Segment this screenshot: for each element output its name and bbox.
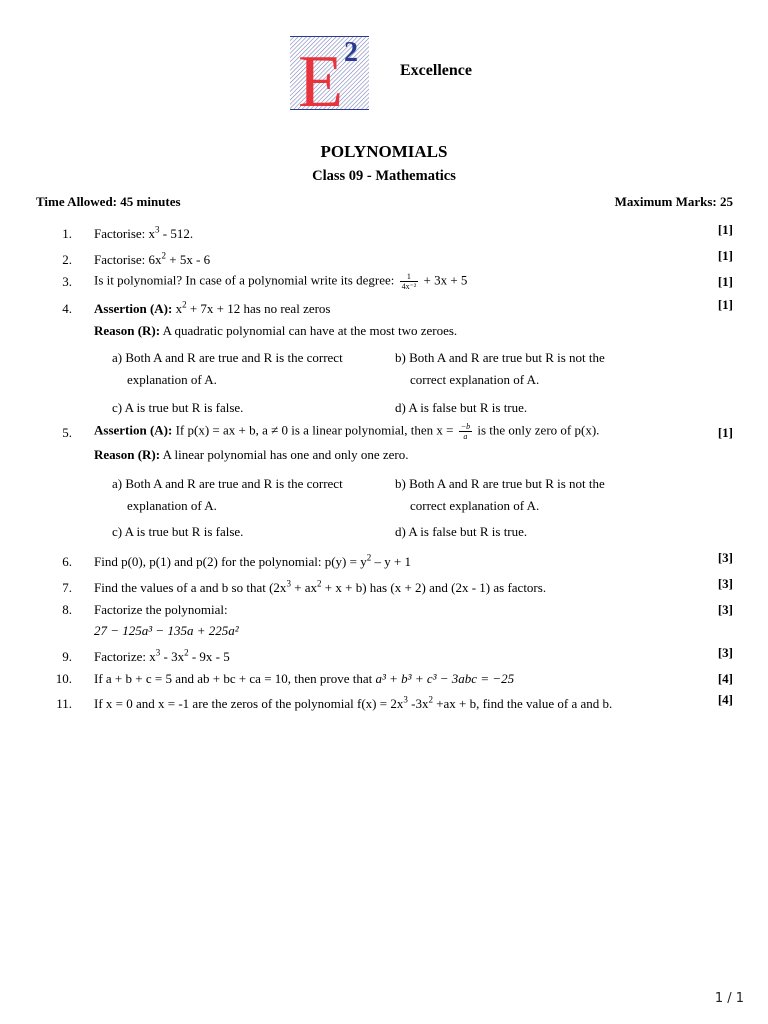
- fraction: $\frac{1}{\text{4x⁻²}}$: [401, 272, 417, 291]
- option-d: d) A is false but R is true.: [395, 524, 528, 539]
- reason-text: Reason (R): A quadratic polynomial can have at the most two zeroes.: [94, 323, 458, 338]
- question-text: Factorise: $x^3 - 512$.: [94, 224, 194, 241]
- page-title: POLYNOMIALS: [320, 142, 448, 161]
- question-marks: [3]: [717, 550, 733, 565]
- option-b: b) Both A and R are true but R is not the correct explanation of A.: [395, 350, 605, 387]
- question-text: Find p(0), p(1) and p(2) for the polynomial: $p(y) = y^2 - y + 1$: [94, 552, 412, 569]
- question-number: 7.: [62, 580, 72, 595]
- math-expression: 27 − 125a³ − 135a + 225a²: [94, 623, 239, 638]
- option-b: b) Both A and R are true but R is not the correct explanation of A.: [395, 476, 605, 513]
- logo-superscript: 2: [344, 37, 358, 68]
- reason-text: Reason (R): A linear polynomial has one and only one zero.: [94, 447, 409, 462]
- question-number: 1.: [62, 226, 72, 241]
- question-marks: [1]: [717, 274, 733, 289]
- question-number: 3.: [62, 274, 72, 289]
- maximum-marks: Maximum Marks: 25: [614, 194, 733, 209]
- option-c: c) A is true but R is false.: [112, 400, 244, 415]
- option-a: a) Both A and R are true and R is the correct explanation of A.: [112, 476, 343, 513]
- question-marks: [4]: [717, 692, 733, 707]
- question-text: Is it polynomial? In case of a polynomial write its degree: $\frac{1}{\text{4x⁻²}}$ + 3x + 5: [94, 272, 468, 291]
- question-text: If x = 0 and x = -1 are the zeros of the polynomial $f(x) = 2x^3$ $-3x^2 +ax + b$, find the value of a and b.: [94, 694, 613, 711]
- question-text: Factorize: $x^3 - 3x^2 - 9x - 5$: [94, 647, 230, 664]
- question-number: 5.: [62, 425, 72, 440]
- page-subtitle: Class 09 - Mathematics: [312, 168, 456, 184]
- question-marks: [4]: [717, 671, 733, 686]
- fraction: $\frac{-b}{a}$: [460, 422, 471, 441]
- page-indicator: 1 / 1: [714, 991, 744, 1006]
- question-marks: [1]: [717, 248, 733, 263]
- logo-letter: E: [298, 41, 344, 110]
- question-number: 8.: [62, 602, 72, 617]
- question-text: Find the values of a and b so that $(2x^3 + ax^2 + x + b)$ has (x + 2) and (2x - 1) as factors.: [94, 578, 547, 595]
- question-number: 6.: [62, 554, 72, 569]
- question-number: 11.: [56, 696, 72, 711]
- question-number: 10.: [55, 671, 72, 686]
- question-marks: [1]: [717, 222, 733, 237]
- question-marks: [3]: [717, 576, 733, 591]
- option-c: c) A is true but R is false.: [112, 524, 244, 539]
- assertion-text: Assertion (A): $x^2 + 7x + 12$ has no real zeros: [94, 299, 331, 316]
- question-marks: [3]: [717, 645, 733, 660]
- option-a: a) Both A and R are true and R is the correct explanation of A.: [112, 350, 343, 387]
- question-number: 9.: [62, 649, 72, 664]
- time-allowed: Time Allowed: 45 minutes: [36, 194, 181, 209]
- option-d: d) A is false but R is true.: [395, 400, 528, 415]
- question-number: 2.: [62, 252, 72, 267]
- question-text: Factorize the polynomial:: [94, 602, 228, 617]
- excellence-logo: [290, 36, 369, 110]
- question-number: 4.: [62, 301, 72, 316]
- question-marks: [1]: [717, 297, 733, 312]
- assertion-text: Assertion (A): If p(x) = ax + b, a ≠ 0 is a linear polynomial, then x = $\frac{-b}{a}$ is the only zero of p(x).: [94, 422, 600, 441]
- question-marks: [1]: [717, 425, 733, 440]
- question-text: Factorise: $6x^2 + 5x - 6$: [94, 250, 211, 267]
- math-expression: a³ + b³ + c³ − 3abc = −25: [375, 671, 515, 686]
- brand-name: Excellence: [400, 62, 472, 79]
- question-marks: [3]: [717, 602, 733, 617]
- question-text: If a + b + c = 5 and ab + bc + ca = 10, then prove that a³ + b³ + c³ − 3abc = −25: [94, 671, 515, 686]
